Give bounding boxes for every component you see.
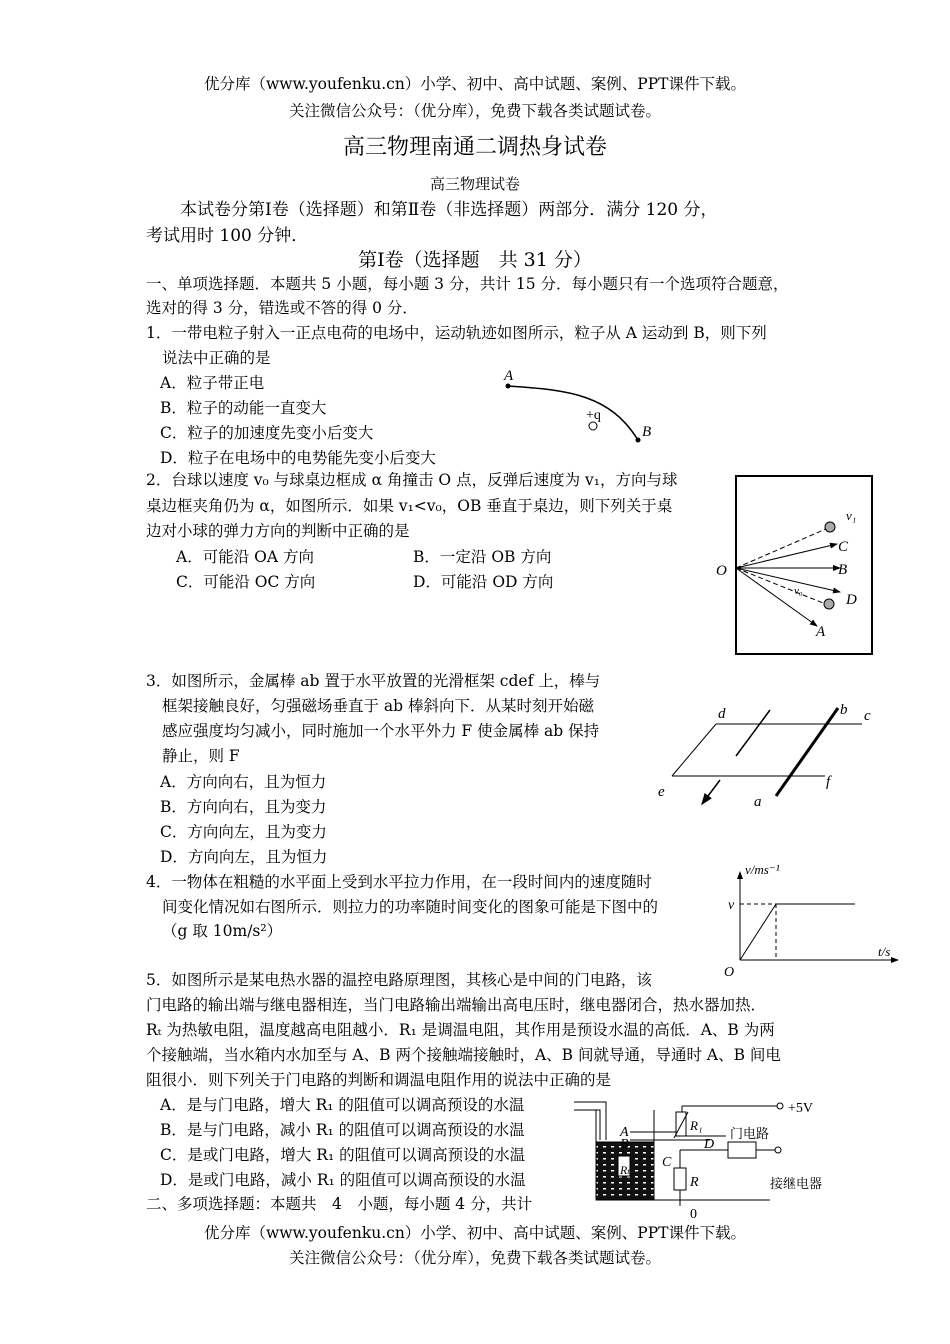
header-line-1: 优分库（www.youfenku.cn）小学、初中、高中试题、案例、PPT课件下载。	[203, 75, 747, 93]
label-b: b	[840, 702, 848, 718]
q3-stem-3: 感应强度均匀减小，同时施加一个水平外力 F 使金属棒 ab 保持	[162, 722, 600, 740]
q2-stem-3: 边对小球的弹力方向的判断中正确的是	[146, 522, 410, 540]
label-r1: R₁	[690, 1118, 703, 1133]
ball-v0	[824, 599, 834, 609]
label-d: D	[704, 1137, 715, 1152]
q4-stem-1: 4．一物体在粗糙的水平面上受到水平拉力作用，在一段时间内的速度随时	[146, 873, 652, 891]
q3-option-d: D．方向向左，且为恒力	[160, 848, 328, 866]
field-arrow	[702, 780, 720, 804]
q5-option-a: A．是与门电路，增大 R₁ 的阻值可以调高预设的水温	[160, 1096, 525, 1114]
intro-line-2: 考试用时 100 分钟．	[146, 226, 309, 246]
arrow-oa	[736, 568, 817, 626]
q5-option-c: C．是或门电路，增大 R₁ 的阻值可以调高预设的水温	[160, 1146, 526, 1164]
point-b	[636, 438, 641, 443]
v1-dashed-line	[736, 528, 828, 568]
ball-v1	[825, 522, 835, 532]
q4-stem-3: （g 取 10m/s²）	[162, 922, 283, 940]
label-q: +q	[586, 408, 601, 423]
label-c: C	[838, 539, 849, 555]
label-rt: Rₜ	[620, 1163, 631, 1177]
page-subtitle: 高三物理试卷	[429, 175, 520, 193]
footer-line-1: 优分库（www.youfenku.cn）小学、初中、高中试题、案例、PPT课件下载。	[203, 1224, 747, 1242]
resistor-r	[674, 1168, 686, 1190]
label-c: C	[662, 1155, 672, 1170]
label-v1: v₁	[846, 508, 857, 523]
label-zero: 0	[690, 1207, 697, 1220]
q2-stem-2: 桌边框夹角仍为 α，如图所示．如果 v₁<v₀，OB 垂直于桌边，则下列关于桌	[146, 497, 673, 515]
label-relay: 接继电器	[770, 1176, 823, 1191]
label-a: A	[816, 624, 826, 640]
label-c: c	[864, 708, 871, 724]
q5-option-b: B．是与门电路，减小 R₁ 的阻值可以调高预设的水温	[160, 1121, 525, 1139]
v-label: v	[728, 898, 735, 913]
field-line-1	[736, 710, 770, 756]
label-d: D	[846, 592, 857, 608]
charge-q	[589, 422, 597, 430]
q1-option-d: D．粒子在电场中的电势能先变小后变大	[160, 449, 436, 467]
label-b: B	[642, 424, 652, 440]
q5-stem-3: Rₜ 为热敏电阻，温度越高电阻越小．R₁ 是调温电阻，其作用是预设水温的高低．A、B 为两	[146, 1021, 775, 1039]
gate-box	[728, 1142, 756, 1158]
q3-option-c: C．方向向左，且为变力	[160, 823, 327, 841]
q1-option-c: C．粒子的加速度先变小后变大	[160, 424, 374, 442]
rail-de	[672, 724, 716, 776]
label-gate: 门电路	[730, 1126, 770, 1141]
accel-segment	[740, 904, 776, 960]
header-line-2: 关注微信公众号：（优分库），免费下载各类试题试卷。	[288, 102, 661, 120]
q2-option-a: A．可能沿 OA 方向	[176, 548, 314, 566]
q5-stem-5: 阻很小．则下列关于门电路的判断和调温电阻作用的说法中正确的是	[146, 1071, 612, 1089]
q1-option-a: A．粒子带正电	[160, 374, 265, 392]
point-a	[506, 384, 511, 389]
q1-option-b: B．粒子的动能一直变大	[160, 399, 327, 417]
label-b: B	[620, 1137, 629, 1152]
arrow-oc	[736, 544, 837, 568]
label-b: B	[838, 562, 848, 578]
q2-option-d: D．可能沿 OD 方向	[413, 573, 554, 591]
page-title: 高三物理南通二调热身试卷	[342, 135, 607, 160]
q2-option-b: B．一定沿 OB 方向	[413, 548, 552, 566]
intro-line-1: 本试卷分第Ⅰ卷（选择题）和第Ⅱ卷（非选择题）两部分．满分 120 分，	[180, 200, 718, 220]
label-e: e	[658, 784, 665, 800]
q3-option-a: A．方向向右，且为恒力	[160, 773, 327, 791]
inlet-pipe	[574, 1102, 606, 1140]
q5-stem-4: 个接触端，当水箱内水加至与 A、B 两个接触端接触时，A、B 间就导通，导通时 A、B 间电	[146, 1046, 781, 1064]
label-r: R	[690, 1175, 699, 1190]
section1-line-1: 一、单项选择题．本题共 5 小题，每小题 3 分，共计 15 分．每小题只有一个选项符合题意，	[146, 275, 789, 293]
q3-stem-4: 静止，则 F	[162, 747, 240, 765]
q5-stem-2: 门电路的输出端与继电器相连，当门电路输出端输出高电压时，继电器闭合，热水器加热．	[146, 996, 767, 1014]
q4-vt-graph	[720, 858, 905, 980]
label-f: f	[826, 774, 831, 790]
terminal-relay	[775, 1147, 781, 1153]
table-frame	[736, 476, 872, 654]
terminal-5v	[777, 1103, 783, 1109]
label-d: d	[718, 706, 726, 722]
q2-option-c: C．可能沿 OC 方向	[176, 573, 316, 591]
label-a: a	[754, 794, 762, 810]
q3-option-b: B．方向向右，且为变力	[160, 798, 327, 816]
label-a: A	[504, 368, 514, 384]
q4-stem-2: 间变化情况如右图所示．则拉力的功率随时间变化的图象可能是下图中的	[162, 898, 659, 916]
q3-stem-2: 框架接触良好，匀强磁场垂直于 ab 棒斜向下．从某时刻开始磁	[162, 697, 595, 715]
label-a: A	[620, 1125, 629, 1140]
origin-label: O	[724, 965, 735, 980]
footer-line-2: 关注微信公众号：（优分库），免费下载各类试题试卷。	[288, 1249, 661, 1267]
q5-circuit-figure	[570, 1090, 840, 1220]
section2-heading: 二、多项选择题：本题共 4 小题，每小题 4 分，共计	[146, 1195, 533, 1213]
q5-stem-1: 5．如图所示是某电热水器的温控电路原理图，其核心是中间的门电路，该	[146, 971, 652, 989]
xlabel: t/s	[878, 944, 891, 959]
ylabel: v/ms⁻¹	[745, 862, 780, 877]
q1-stem-1: 1．一带电粒子射入一正点电荷的电场中，运动轨迹如图所示，粒子从 A 运动到 B，则下列	[146, 324, 767, 342]
part1-title: 第Ⅰ卷（选择题 共 31 分）	[358, 249, 592, 271]
label-v0: v₀	[794, 585, 803, 597]
label-5v: +5V	[788, 1101, 814, 1116]
section1-line-2: 选对的得 3 分，错选或不答的得 0 分．	[146, 299, 418, 317]
q2-stem-1: 2．台球以速度 v₀ 与球桌边框成 α 角撞击 O 点，反弹后速度为 v₁，方向与球	[146, 471, 678, 489]
q3-stem-1: 3．如图所示，金属棒 ab 置于水平放置的光滑框架 cdef 上，棒与	[146, 672, 601, 690]
trajectory-curve	[508, 386, 638, 440]
label-o: O	[716, 563, 727, 579]
q3-rail-figure	[650, 700, 890, 815]
q1-stem-2: 说法中正确的是	[162, 349, 271, 367]
q2-billiard-figure	[712, 474, 882, 658]
q5-option-d: D．是或门电路，减小 R₁ 的阻值可以调高预设的水温	[160, 1171, 526, 1189]
arrow-od	[736, 568, 840, 592]
q1-trajectory-figure	[490, 360, 670, 450]
